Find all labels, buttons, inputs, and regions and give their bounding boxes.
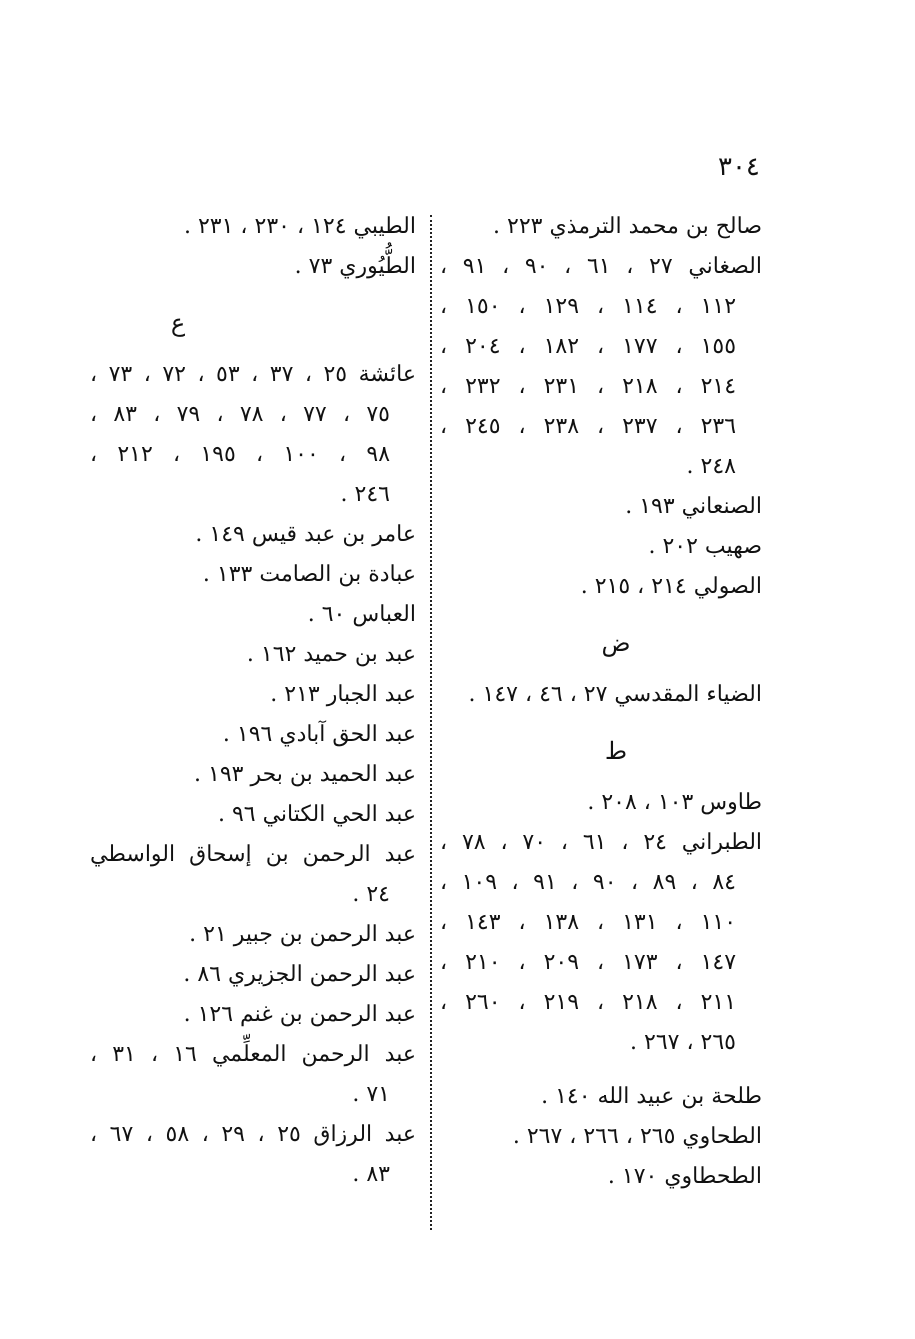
block-ta-continued: [440, 1077, 762, 1197]
entry-continuation-line: ١١٠ ، ١٣١ ، ١٣٨ ، ١٤٣ ،: [440, 910, 737, 935]
index-entry: [90, 835, 416, 915]
entry-continuation-line: ١١٢ ، ١١٤ ، ١٢٩ ، ١٥٠ ،: [440, 294, 737, 319]
spacer: [440, 1063, 762, 1077]
entry-head-line: عامر بن عبد قيس ١٤٩ .: [195, 522, 416, 547]
entry-head-line: الطحاوي ٢٦٥ ، ٢٦٦ ، ٢٦٧ .: [512, 1124, 762, 1149]
entry-head-line: عبد الرحمن بن غنم ١٢٦ .: [183, 1002, 416, 1027]
index-entry: [90, 635, 416, 675]
entry-head-line: عبد الحق آبادي ١٩٦ .: [222, 722, 416, 747]
block-ain: [90, 355, 416, 1195]
index-entry: [440, 487, 762, 527]
entry-continuation-line: ٨٣ .: [352, 1162, 390, 1187]
entry-head-line: الطحطاوي ١٧٠ .: [607, 1164, 762, 1189]
entry-continuation-line: ١٥٥ ، ١٧٧ ، ١٨٢ ، ٢٠٤ ،: [440, 334, 737, 359]
entry-continuation-line: ٢٦٥ ، ٢٦٧ .: [630, 1030, 736, 1055]
entry-head-line: عبد بن حميد ١٦٢ .: [246, 642, 416, 667]
index-entry: [90, 595, 416, 635]
entry-continuation-line: ٢٤٨ .: [686, 454, 736, 479]
index-entry: [440, 1077, 762, 1117]
page-number: ٣٠٤: [718, 152, 760, 182]
index-entry: [90, 1035, 416, 1115]
index-entry: [90, 755, 416, 795]
entry-head-line: صالح بن محمد الترمذي ٢٢٣ .: [493, 214, 762, 239]
letter-heading-ta: ط: [604, 737, 628, 765]
entry-head-line: صهيب ٢٠٢ .: [648, 534, 762, 559]
entry-continuation-line: ٢٣٦ ، ٢٣٧ ، ٢٣٨ ، ٢٤٥ ،: [440, 414, 737, 439]
entry-head-line: الطُّيُوري ٧٣ .: [294, 254, 416, 279]
index-entry: [90, 515, 416, 555]
index-entry: [90, 355, 416, 515]
index-entry: [90, 675, 416, 715]
entry-head-line: طلحة بن عبيد الله ١٤٠ .: [541, 1084, 762, 1109]
block-ta-left: [90, 207, 416, 287]
entry-continuation-line: ٨٤ ، ٨٩ ، ٩٠ ، ٩١ ، ١٠٩ ،: [440, 870, 736, 895]
index-entry: [90, 915, 416, 955]
entry-head-line: الصنعاني ١٩٣ .: [625, 494, 762, 519]
block-dad: [440, 675, 762, 715]
entry-head-line: عبد الرحمن المعلِّمي ١٦ ، ٣١ ،: [90, 1042, 416, 1067]
entry-continuation-line: ٢١١ ، ٢١٨ ، ٢١٩ ، ٢٦٠ ،: [440, 990, 737, 1015]
entry-head-line: الصغاني ٢٧ ، ٦١ ، ٩٠ ، ٩١ ،: [440, 254, 762, 279]
index-entry: [90, 247, 416, 287]
index-entry: [440, 783, 762, 823]
entry-continuation-line: ٩٨ ، ١٠٠ ، ١٩٥ ، ٢١٢ ،: [90, 442, 391, 467]
entry-head-line: طاوس ١٠٣ ، ٢٠٨ .: [587, 790, 762, 815]
entry-continuation-line: ٢٤٦ .: [340, 482, 390, 507]
index-entry: [440, 567, 762, 607]
entry-head-line: عائشة ٢٥ ، ٣٧ ، ٥٣ ، ٧٢ ، ٧٣ ،: [90, 362, 416, 387]
entry-head-line: الطبراني ٢٤ ، ٦١ ، ٧٠ ، ٧٨ ،: [440, 830, 763, 855]
entry-head-line: العباس ٦٠ .: [307, 602, 416, 627]
index-column-right: [440, 207, 762, 1197]
index-column-left: [90, 207, 416, 1195]
index-entry: [440, 675, 762, 715]
entry-continuation-line: ٢٤ .: [352, 882, 390, 907]
index-entry: [90, 555, 416, 595]
entry-head-line: عبد الجبار ٢١٣ .: [270, 682, 416, 707]
column-divider: [430, 215, 432, 1230]
index-entry: [440, 823, 762, 1063]
block-sad: [440, 207, 762, 607]
entry-continuation-line: ٢١٤ ، ٢١٨ ، ٢٣١ ، ٢٣٢ ،: [440, 374, 737, 399]
index-entry: [440, 247, 762, 487]
index-entry: [440, 207, 762, 247]
entry-continuation-line: ٧١ .: [352, 1082, 390, 1107]
entry-head-line: عبد الحي الكتاني ٩٦ .: [217, 802, 416, 827]
entry-head-line: الطيبي ١٢٤ ، ٢٣٠ ، ٢٣١ .: [183, 214, 416, 239]
index-entry: [90, 795, 416, 835]
index-entry: [90, 1115, 416, 1195]
entry-head-line: الضياء المقدسي ٢٧ ، ٤٦ ، ١٤٧ .: [468, 682, 762, 707]
entry-head-line: عبد الرحمن بن إسحاق الواسطي: [90, 842, 416, 867]
index-entry: [90, 715, 416, 755]
letter-heading-dad: ض: [601, 629, 631, 657]
index-entry: [90, 955, 416, 995]
entry-head-line: عبد الرحمن بن جبير ٢١ .: [189, 922, 416, 947]
entry-head-line: عبد الرزاق ٢٥ ، ٢٩ ، ٥٨ ، ٦٧ ،: [90, 1122, 416, 1147]
letter-heading-ain: ع: [170, 309, 186, 337]
entry-head-line: عبد الرحمن الجزيري ٨٦ .: [183, 962, 416, 987]
index-entry: [90, 995, 416, 1035]
entry-head-line: الصولي ٢١٤ ، ٢١٥ .: [580, 574, 762, 599]
entry-continuation-line: ٧٥ ، ٧٧ ، ٧٨ ، ٧٩ ، ٨٣ ،: [90, 402, 390, 427]
index-entry: [440, 1157, 762, 1197]
index-entry: [440, 527, 762, 567]
entry-continuation-line: ١٤٧ ، ١٧٣ ، ٢٠٩ ، ٢١٠ ،: [440, 950, 737, 975]
index-entry: [90, 207, 416, 247]
block-ta: [440, 783, 762, 1063]
entry-head-line: عبد الحميد بن بحر ١٩٣ .: [194, 762, 416, 787]
index-entry: [440, 1117, 762, 1157]
entry-head-line: عبادة بن الصامت ١٣٣ .: [202, 562, 416, 587]
